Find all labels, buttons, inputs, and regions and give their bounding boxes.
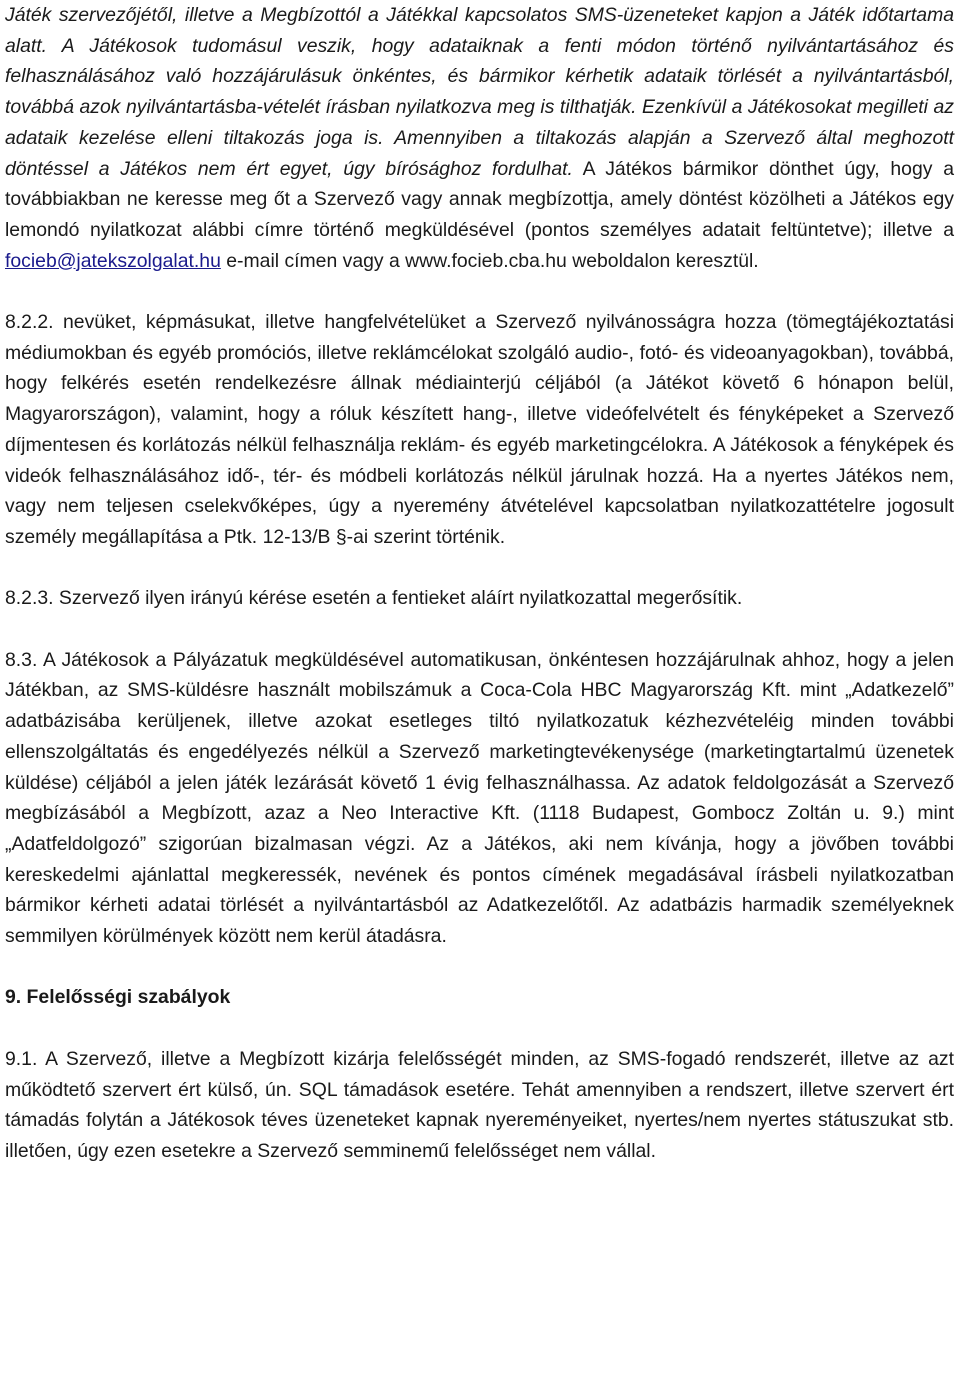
clause-8-3: 8.3. A Játékosok a Pályázatuk megküldésével automatikusan, önkéntesen hozzájárulnak ahhoz, hogy a jelen Játékban, az SMS-küldésre használt mobilszámuk a Coca-Cola HBC Magyarország Kft. mint „Adatkezelő” adatbázisába kerüljenek, illetve azokat esetleges tiltó nyilatkozatuk kézhezvételéig minden további ellenszolgáltatás és engedélyezés nélkül a Szervező marketingtevékenysége (marketingtartalmú üzenetek küldése) céljából a jelen játék lezárását követő 1 évig felhasználhassa. Az adatok feldolgozását a Szervező megbízásából a Megbízott, azaz a Neo Interactive Kft. (1118 Budapest, Gombocz Zoltán u. 9.) mint „Adatfeldolgozó” szigorúan bizalmasan végzi. Az a Játékos, aki nem kívánja, hogy a jövőben további kereskedelmi ajánlattal megkeressék, nevének és pontos címének megadásával írásbeli nyilatkozatban bármikor kérheti adatai törlését a nyilvántartásból az Adatkezelőtől. Az adatbázis harmadik személyeknek semmilyen körülmények között nem kerül átadásra. <box>5 648 954 948</box>
spacer <box>5 276 954 307</box>
data-consent-text: Játék szervezőjétől, illetve a Megbízottól a Játékkal kapcsolatos SMS-üzeneteket kapjon a Játék időtartama alatt. A Játékosok tudomásul veszik, hogy adataiknak a fenti módon történő nyilvántartásához és felhasználásához való hozzájárulásuk önkéntes, és bármikor kérhetik adataik törlését a nyilvántartásból, továbbá azok nyilvántartásba-vételét írásban nyilatkozva meg is tilthatják. Ezenkívül a Játékosokat megilleti az adataik kezelése elleni tiltakozás joga is. Amennyiben a tiltakozás alapján a Szervező által meghozott döntéssel a Játékos nem ért egyet, úgy bírósághoz fordulhat. <box>5 4 954 180</box>
unsubscribe-text: A Játékos bármikor dönthet úgy, hogy a továbbiakban ne keresse meg őt a Szervező vagy annak megbízottja, amely döntést közölheti a Játékos egy lemondó nyilatkozat alábbi címre történő megküldésével (pontos személyes adatait feltüntetve); illetve a <box>5 157 954 241</box>
email-link[interactable]: focieb@jatekszolgalat.hu <box>5 249 221 272</box>
website-text: e-mail címen vagy a www.focieb.cba.hu weboldalon keresztül. <box>220 249 759 272</box>
clause-9-1: 9.1. A Szervező, illetve a Megbízott kizárja felelősségét minden, az SMS-fogadó rendszerét, illetve az azt működtető szervert ért külső, ún. SQL támadások esetére. Tehát amennyiben a rendszert, illetve szervert ért támadás folytán a Játékosok téves üzeneteket kapnak nyereményeiket, nyertes/nem nyertes státuszukat stb. illetően, úgy ezen esetekre a Szervező semminemű felelősséget nem vállal. <box>5 1047 954 1162</box>
spacer <box>5 1013 954 1044</box>
spacer <box>5 614 954 645</box>
clause-8-2-2: 8.2.2. nevüket, képmásukat, illetve hangfelvételüket a Szervező nyilvánosságra hozza (tömegtájékoztatási médiumokban és egyéb promóciós, illetve reklámcélokat szolgáló audio-, fotó- és videoanyagokban), továbbá, hogy felkérés esetén rendelkezésre állnak médiainterjú céljából (a Játékot követő 6 hónapon belül, Magyarországon), valamint, hogy a róluk készített hang-, illetve videófelvételt és fényképeket a Szervező díjmentesen és korlátozás nélkül felhasználja reklám- és egyéb marketingcélokra. A Játékosok a fényképek és videók felhasználásához idő-, tér- és módbeli korlátozás nélkül járulnak hozzá. Ha a nyertes Játékos nem, vagy nem teljesen cselekvőképes, úgy a nyeremény átvételével kapcsolatban nyilatkozattételre jogosult személy megállapítása a Ptk. 12-13/B §-ai szerint történik. <box>5 311 954 548</box>
spacer <box>5 952 954 983</box>
section-heading: 9. Felelősségi szabályok <box>5 986 231 1009</box>
spacer <box>5 553 954 584</box>
data-consent-paragraph <box>5 0 954 276</box>
clause-8-2-3: 8.2.3. Szervező ilyen irányú kérése esetén a fentieket aláírt nyilatkozattal megerősítik. <box>5 587 743 610</box>
